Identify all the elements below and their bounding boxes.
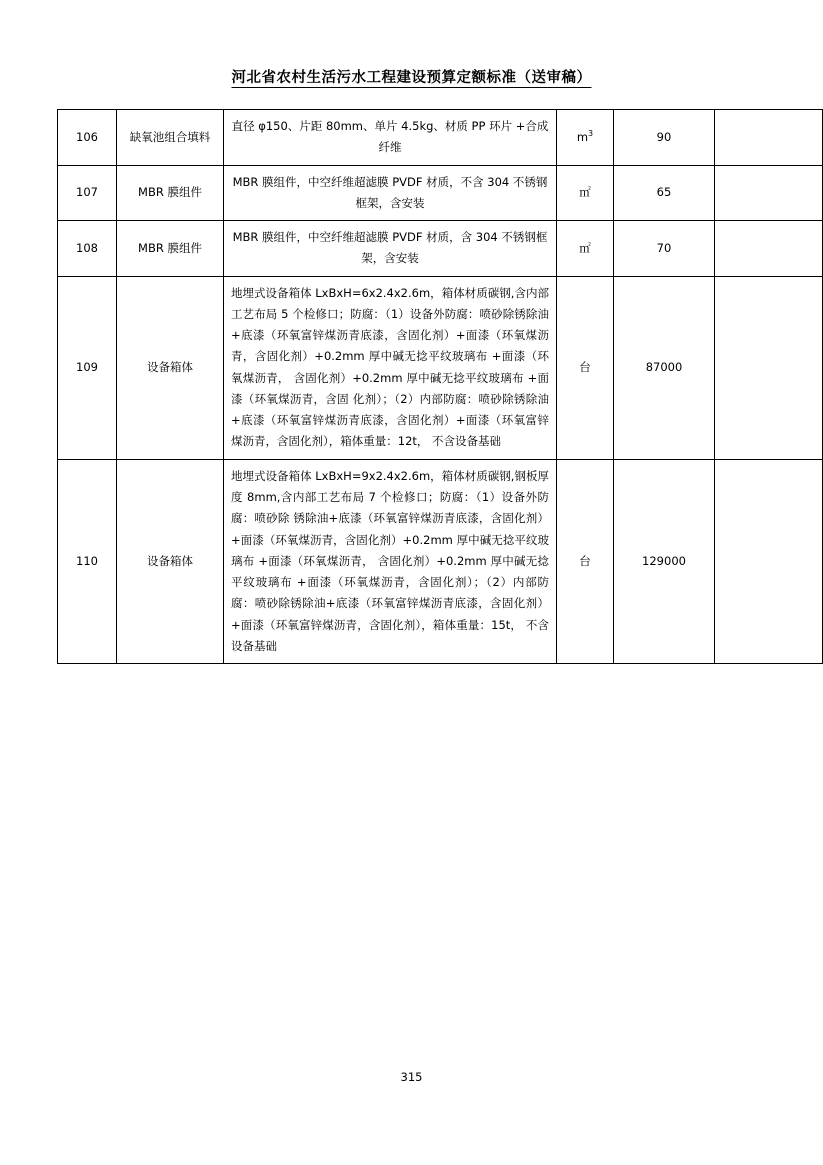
row-item-name: MBR 膜组件 (117, 165, 224, 221)
table-row (58, 276, 823, 459)
row-extra (715, 165, 823, 221)
row-number: 109 (58, 276, 117, 459)
row-price: 90 (614, 110, 715, 166)
row-unit (557, 459, 614, 663)
row-extra (715, 276, 823, 459)
row-description: MBR 膜组件，中空纤维超滤膜 PVDF 材质，不含 304 不锈钢框架，含安装 (224, 165, 557, 221)
row-item-name: 设备箱体 (117, 459, 224, 663)
spec-table (57, 109, 823, 664)
row-unit (557, 276, 614, 459)
row-item-name: 设备箱体 (117, 276, 224, 459)
row-unit (557, 165, 614, 221)
spec-table-wrapper (57, 109, 766, 664)
row-unit-text: ㎡ (579, 240, 591, 255)
row-number: 106 (58, 110, 117, 166)
row-unit-text: ㎡ (579, 185, 591, 200)
spec-table-body (58, 110, 823, 664)
row-extra (715, 459, 823, 663)
row-item-name: MBR 膜组件 (117, 221, 224, 277)
row-extra (715, 221, 823, 277)
table-row (58, 221, 823, 277)
row-extra (715, 110, 823, 166)
row-description: 地埋式设备箱体 LxBxH=9x2.4x2.6m，箱体材质碳钢,钢板厚度 8mm,含内部工艺布局 7 个检修口；防腐：（1）设备外防腐：喷砂除 锈除油+底漆（环氧富锌煤沥青底漆，含固化剂）+面漆（环氧煤沥青，含固化剂）+0.2mm 厚中碱无捻平纹玻璃布 +面漆（环氧煤沥青， 含固化剂）+0.2mm 厚中碱无捻平纹玻璃布 +面漆（环氧煤沥青，含固化剂）；（2）内部防腐：喷砂除锈除油+底漆（环氧富锌煤沥青底漆，含固化剂）+面漆（环氧富锌煤沥青，含固化剂），箱体重量：15t， 不含设备基础 (224, 459, 557, 663)
row-description: 直径 φ150、片距 80mm、单片 4.5kg、材质 PP 环片 +合成纤维 (224, 110, 557, 166)
row-number: 108 (58, 221, 117, 277)
table-row (58, 110, 823, 166)
row-price: 87000 (614, 276, 715, 459)
page-title: 河北省农村生活污水工程建设预算定额标准（送审稿） (231, 70, 592, 86)
row-unit-text: 台 (579, 360, 591, 375)
page-number: 315 (400, 1070, 423, 1084)
row-number: 110 (58, 459, 117, 663)
row-unit (557, 221, 614, 277)
row-unit-text: m (576, 129, 589, 144)
row-unit-exponent: 3 (588, 128, 594, 138)
row-description: 地埋式设备箱体 LxBxH=6x2.4x2.6m，箱体材质碳钢,含内部工艺布局 5 个检修口；防腐：（1）设备外防腐：喷砂除锈除油+底漆（环氧富锌煤沥青底漆，含固化剂）+面漆（环氧煤沥 青，含固化剂）+0.2mm 厚中碱无捻平纹玻璃布 +面漆（环氧煤沥青， 含固化剂）+0.2mm 厚中碱无捻平纹玻璃布 +面漆（环氧煤沥青，含固 化剂）；（2）内部防腐：喷砂除锈除油+底漆（环氧富锌煤沥青底漆，含固化剂）+面漆（环氧富锌煤沥青，含固化剂），箱体重量：12t， 不含设备基础 (224, 276, 557, 459)
table-row (58, 165, 823, 221)
row-price: 70 (614, 221, 715, 277)
row-number: 107 (58, 165, 117, 221)
row-unit (557, 110, 614, 166)
row-price: 129000 (614, 459, 715, 663)
table-row (58, 459, 823, 663)
row-description: MBR 膜组件，中空纤维超滤膜 PVDF 材质，含 304 不锈钢框架，含安装 (224, 221, 557, 277)
row-unit-text: 台 (579, 553, 591, 568)
row-item-name: 缺氧池组合填料 (117, 110, 224, 166)
row-price: 65 (614, 165, 715, 221)
